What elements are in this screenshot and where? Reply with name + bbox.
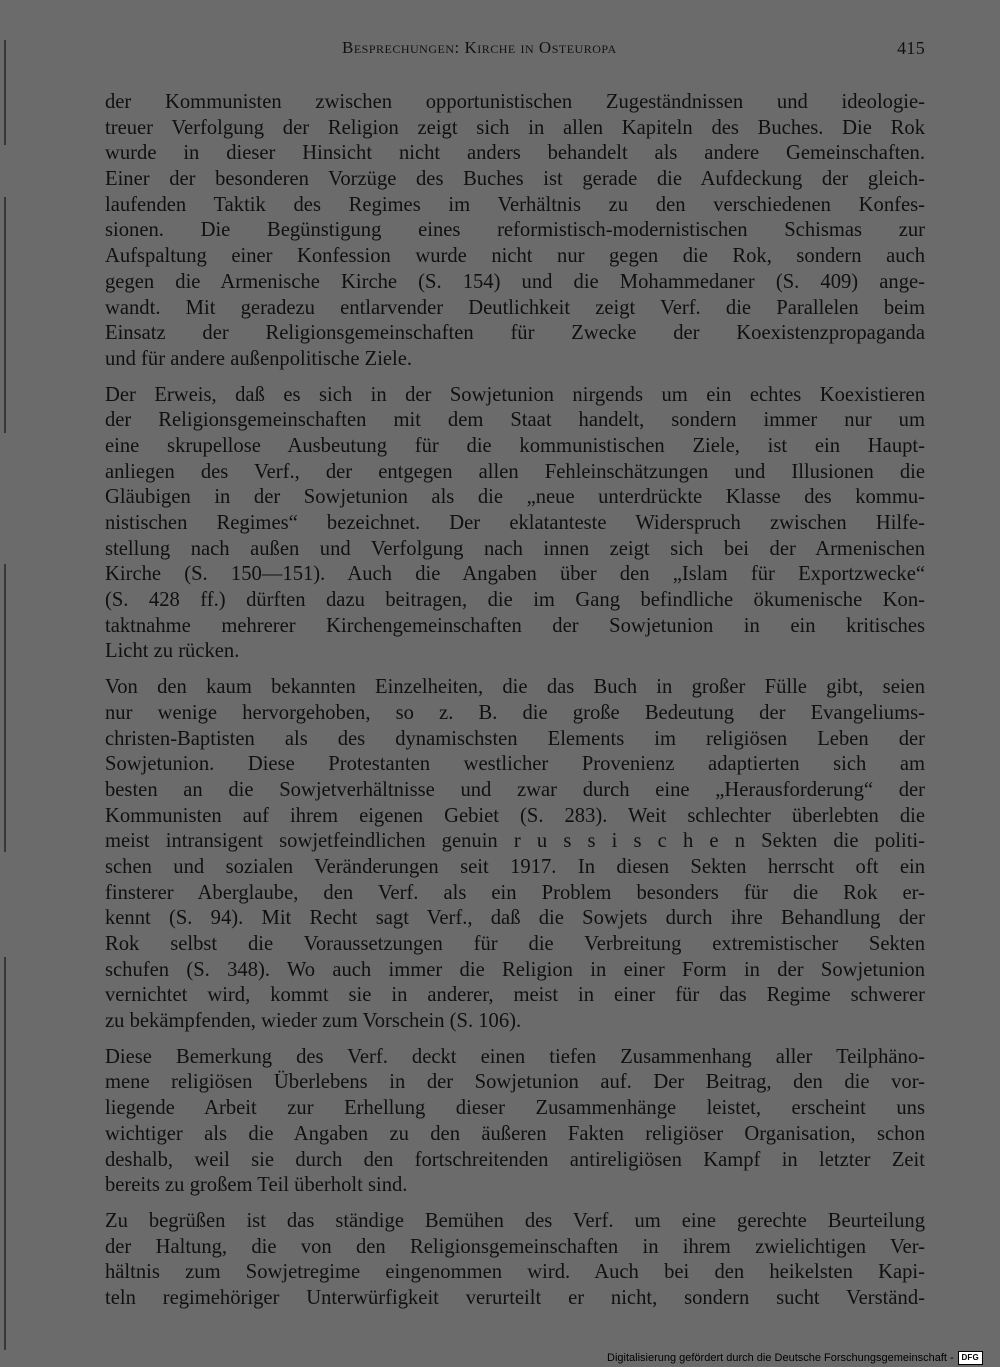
page-number: 415 [897, 38, 925, 58]
text-line: Rok selbst die Voraussetzungen für die Verbreitung extremistischer Sekten [105, 933, 925, 955]
text-line: schen und sozialen Veränderungen seit 1917. In diesen Sekten herrscht oft ein [105, 855, 925, 878]
article-body [105, 90, 925, 1322]
text-line: Von den kaum bekannten Einzelheiten, die das Buch in großer Fülle gibt, seien [105, 676, 925, 699]
text-line: der Kommunisten zwischen opportunistischen Zugeständnissen und ideologie- [105, 91, 925, 113]
dfg-logo: DFG [958, 1351, 983, 1365]
text-line: Einsatz der Religionsgemeinschaften für Zwecke der Koexistenzpropaganda [105, 322, 925, 345]
text-line: meist intransigent sowjetfeindlichen genuin r u s s i s c h e n Sekten die politi- [105, 830, 925, 853]
text-line: Zu begrüßen ist das ständige Bemühen des Verf. um eine gerechte Beurteilung [105, 1209, 925, 1232]
text-line: bereits zu großem Teil überholt sind. [105, 1174, 408, 1197]
text-line: laufenden Taktik des Regimes im Verhältnis zu den verschiedenen Konfes- [105, 193, 925, 216]
text-line: hältnis zum Sowjetregime eingenommen wird. Auch bei den heikelsten Kapi- [105, 1261, 925, 1284]
text-line: Aufspaltung einer Konfession wurde nicht nur gegen die Rok, sondern auch [105, 245, 925, 268]
text-line: gegen die Armenische Kirche (S. 154) und die Mohammedaner (S. 409) ange- [105, 270, 925, 293]
paragraph-4 [105, 1045, 925, 1199]
text-line: liegende Arbeit zur Erhellung dieser Zusammenhänge leistet, erscheint uns [105, 1097, 925, 1120]
running-title: Besprechungen: Kirche in Osteuropa [342, 38, 617, 57]
funding-note: Digitalisierung gefördert durch die Deutsche Forschungsgemeinschaft - [607, 1352, 954, 1364]
text-line: nur wenige hervorgehoben, so z. B. die große Bedeutung der Evangeliums- [105, 701, 925, 724]
text-line: Der Erweis, daß es sich in der Sowjetunion nirgends um ein echtes Koexistieren [105, 383, 925, 406]
text-line: schufen (S. 348). Wo auch immer die Religion in einer Form in der Sowjetunion [105, 958, 925, 981]
text-line: teln regimehöriger Unterwürfigkeit verurteilt er nicht, sondern sucht Verständ- [105, 1286, 925, 1309]
text-line: Diese Bemerkung des Verf. deckt einen tiefen Zusammenhang aller Teilphäno- [105, 1045, 925, 1068]
text-line: Licht zu rücken. [105, 640, 240, 663]
text-line: stellung nach außen und Verfolgung nach innen zeigt sich bei der Armenischen [105, 537, 925, 560]
text-line: und für andere außenpolitische Ziele. [105, 347, 413, 370]
text-line: Kirche (S. 150—151). Auch die Angaben über den „Islam für Exportzwecke“ [105, 563, 925, 586]
text-line: der Religionsgemeinschaften mit dem Staat handelt, sondern immer nur um [105, 409, 925, 432]
text-line: (S. 428 ff.) dürften dazu beitragen, die im Gang befindliche ökumenische Kon- [105, 589, 925, 612]
text-line: der Haltung, die von den Religionsgemeinschaften in ihrem zwielichtigen Ver- [105, 1235, 925, 1258]
paragraph-3 [105, 675, 925, 1035]
page-edge-shadow [4, 40, 6, 1350]
text-line: Kommunisten auf ihrem eigenen Gebiet (S. 283). Weit schlechter überlebten die [105, 804, 925, 827]
text-line: Sowjetunion. Diese Protestanten westlicher Provenienz adaptierten sich am [105, 753, 925, 776]
text-line: wurde in dieser Hinsicht nicht anders behandelt als andere Gemeinschaften. [105, 142, 925, 165]
text-line: finsterer Aberglaube, den Verf. als ein Problem besonders für die Rok er- [105, 881, 925, 904]
paragraph-2 [105, 383, 925, 666]
paragraph-1 [105, 90, 925, 373]
text-line: christen-Baptisten als des dynamischsten Elements im religiösen Leben der [105, 727, 925, 750]
text-line: vernichtet wird, kommt sie in anderer, meist in einer für das Regime schwerer [105, 984, 925, 1007]
running-head [105, 38, 925, 62]
paragraph-5 [105, 1209, 925, 1312]
text-line: zu bekämpfenden, wieder zum Vorschein (S. 106). [105, 1010, 522, 1033]
text-line: deshalb, weil sie durch den fortschreitenden antireligiösen Kampf in letzter Zeit [105, 1148, 925, 1171]
text-line: taktnahme mehrerer Kirchengemeinschaften der Sowjetunion in ein kritisches [105, 614, 925, 637]
text-line: Gläubigen in der Sowjetunion als die „neue unterdrückte Klasse des kommu- [105, 486, 925, 509]
text-line: kennt (S. 94). Mit Recht sagt Verf., daß die Sowjets durch ihre Behandlung der [105, 907, 925, 930]
text-line: Einer der besonderen Vorzüge des Buches ist gerade die Aufdeckung der gleich- [105, 168, 925, 191]
text-line: wandt. Mit geradezu entlarvender Deutlichkeit zeigt Verf. die Parallelen beim [105, 296, 925, 319]
funding-footer [607, 1350, 983, 1366]
text-line: wichtiger als die Angaben zu den äußeren Fakten religiöser Organisation, schon [105, 1122, 925, 1145]
text-line: nistischen Regimes“ bezeichnet. Der eklatanteste Widerspruch zwischen Hilfe- [105, 512, 925, 534]
text-line: treuer Verfolgung der Religion zeigt sich in allen Kapiteln des Buches. Die Rok [105, 116, 925, 139]
text-line: besten an die Sowjetverhältnisse und zwar durch eine „Herausforderung“ der [105, 778, 925, 801]
text-line: anliegen des Verf., der entgegen allen Fehleinschätzungen und Illusionen die [105, 460, 925, 483]
text-line: mene religiösen Überlebens in der Sowjetunion auf. Der Beitrag, den die vor- [105, 1071, 925, 1094]
text-line: sionen. Die Begünstigung eines reformistisch-modernistischen Schismas zur [105, 219, 925, 242]
text-line: eine skrupellose Ausbeutung für die kommunistischen Ziele, ist ein Haupt- [105, 434, 925, 457]
